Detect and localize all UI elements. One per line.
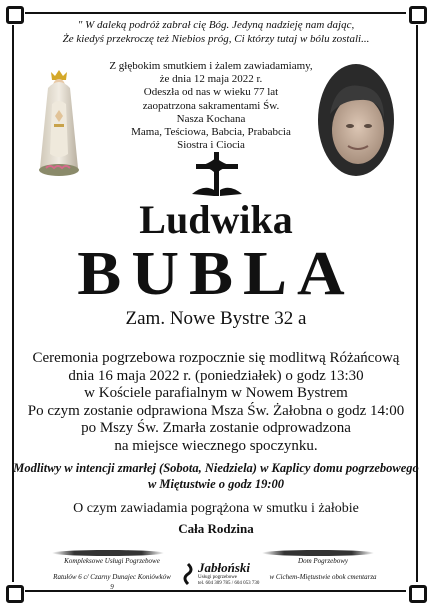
announcement-line: Mama, Teściowa, Babcia, Prababcia — [131, 126, 291, 139]
footer-title: Dom Pogrzebowy — [298, 557, 348, 565]
logo-name: Jabłoński — [198, 560, 251, 575]
ceremony-line: dnia 16 maja 2022 r. (poniedziałek) o godz 13:30 — [68, 367, 364, 384]
footer-address: w Cichem-Miętustwie obok cmentarza — [269, 573, 377, 581]
prayer-notice — [0, 460, 432, 492]
deceased-address: Zam. Nowe Bystre 32 a — [125, 308, 307, 329]
ceremony-line: na miejsce wiecznego spoczynku. — [114, 437, 318, 454]
prayer-line: w Miętustwie o godz 19:00 — [147, 477, 285, 491]
deceased-portrait-photo — [316, 62, 396, 180]
virgin-mary-statue-image — [28, 64, 90, 180]
ceremony-line: Ceremonia pogrzebowa rozpocznie się modlitwą Różańcową — [32, 350, 400, 366]
memorial-quote — [0, 18, 432, 46]
logo-mark-icon — [180, 562, 196, 586]
ceremony-line: w Kościele parafialnym w Nowem Bystrem — [84, 385, 348, 401]
announcement-line: zaopatrzona sakramentami Św. — [142, 99, 280, 112]
funeral-home-info — [258, 556, 388, 582]
logo-subtitle — [198, 575, 259, 587]
footer-title: Kompleksowe Usługi Pogrzebowe — [64, 557, 160, 565]
footer-address: Ratułów 6 c/ Czarny Dunajec Koniówków 9 — [53, 573, 171, 591]
deceased-first-name: Ludwika — [139, 197, 293, 242]
announcement-line: Odeszła od nas w wieku 77 lat — [143, 86, 279, 99]
frame-corner-ornament — [406, 582, 428, 604]
announcement-line: Siostra i Ciocia — [177, 139, 245, 152]
announcement-line: Z głębokim smutkiem i żalem zawiadamiamy, — [109, 60, 313, 72]
announcement-text — [95, 60, 327, 152]
logo-services: Usługi pogrzebowe — [198, 575, 238, 580]
funeral-home-logo — [180, 560, 258, 588]
announcement-line: Nasza Kochana — [176, 112, 246, 125]
ceremony-details — [0, 350, 432, 455]
crucifix-icon — [190, 150, 244, 198]
prayer-line: Modlitwy w intencji zmarłej (Sobota, Niedziela) w Kaplicy domu pogrzebowego — [13, 461, 419, 475]
deceased-surname: BUBLA — [77, 238, 355, 309]
ceremony-line: Po czym zostanie odprawiona Msza Św. Żałobna o godz 14:00 — [27, 402, 405, 419]
quote-line: Że kiedyś przekroczę też Niebios próg, Ci którzy tutaj w bólu zostali... — [62, 33, 370, 45]
ceremony-line: po Mszy Św. Zmarła zostanie odprowadzona — [81, 420, 351, 436]
quote-line: " W daleką podróż zabrał cię Bóg. Jedyną nadzieję nam dając, — [77, 19, 355, 31]
announcement-line: że dnia 12 maja 2022 r. — [159, 73, 263, 86]
mourning-notice: O czym zawiadamia pogrążona w smutku i żałobie — [73, 501, 359, 516]
frame-corner-ornament — [3, 582, 25, 604]
funeral-services-info — [52, 556, 172, 592]
family-signature: Cała Rodzina — [178, 521, 254, 536]
logo-phone: tel. 604 309 785 / 604 053 730 — [198, 581, 260, 586]
